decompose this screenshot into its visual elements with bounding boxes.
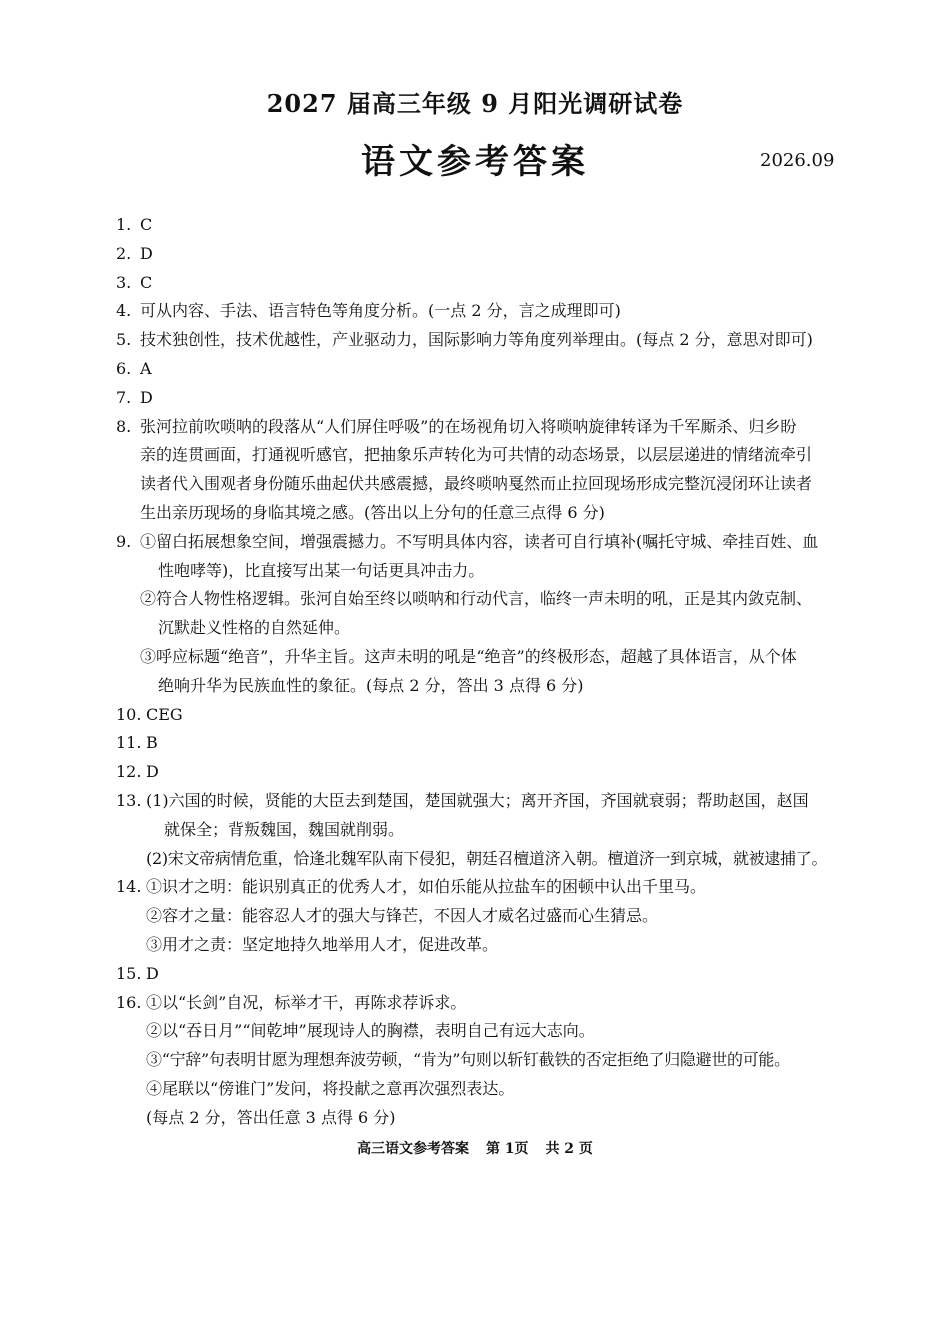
- answer-text: D: [146, 762, 159, 782]
- footer-page-total: 共 2 页: [545, 1141, 593, 1157]
- answer-point: ③“宁辞”句表明甘愿为理想奔波劳顿，“肯为”句则以斩钉截铁的否定拒绝了归隐避世的可能。: [146, 1050, 790, 1070]
- answer-2: [116, 240, 850, 269]
- answer-number: 8.: [116, 416, 132, 436]
- answer-1: [116, 211, 850, 240]
- answer-point-cont: 就保全；背叛魏国，魏国就削弱。: [164, 819, 405, 839]
- answer-number: 7.: [116, 387, 132, 407]
- answer-number: 1.: [116, 215, 132, 234]
- answer-point: (1)六国的时候，贤能的大臣去到楚国，楚国就强大；离开齐国，齐国就衰弱；帮助赵国，赵国: [146, 790, 809, 810]
- answer-point: ①识才之明：能识别真正的优秀人才，如伯乐能从拉盐车的困顿中认出千里马。: [146, 877, 707, 897]
- answer-text: C: [140, 272, 153, 292]
- answer-number: 10.: [116, 704, 142, 724]
- answer-3: [116, 269, 850, 298]
- answer-list: [116, 211, 850, 1133]
- answer-point: ①以“长剑”自况，标举才干，再陈求荐诉求。: [146, 992, 467, 1012]
- answer-point-cont: 性咆哮等)，比直接写出某一句话更具冲击力。: [158, 560, 485, 580]
- answer-13: [116, 787, 850, 873]
- answer-text: CEG: [146, 704, 183, 724]
- answer-number: 15.: [116, 963, 142, 983]
- answer-point: ①留白拓展想象空间，增强震撼力。不写明具体内容，读者可自行填补(嘱托守城、牵挂百姓、血: [140, 531, 819, 551]
- answer-number: 2.: [116, 243, 132, 263]
- answer-text: C: [140, 215, 153, 234]
- answer-7: [116, 384, 850, 413]
- answer-text: 可从内容、手法、语言特色等角度分析。(一点 2 分，言之成理即可): [140, 301, 621, 321]
- answer-number: 14.: [116, 877, 142, 897]
- answer-point: ④尾联以“傍谁门”发问，将投献之意再次强烈表达。: [146, 1078, 515, 1098]
- answer-point: ②容才之量：能容忍人才的强大与锋芒，不因人才威名过盛而心生猜忌。: [146, 906, 659, 926]
- answer-number: 4.: [116, 301, 132, 321]
- answer-10: [116, 701, 850, 730]
- answer-line: 生出亲历现场的身临其境之感。(答出以上分句的任意三点得 6 分): [140, 502, 605, 522]
- answer-line: 张河拉前吹唢呐的段落从“人们屏住呼吸”的在场视角切入将唢呐旋律转译为千军厮杀、归乡盼: [140, 416, 797, 436]
- answer-number: 9.: [116, 531, 132, 551]
- answer-point: (2)宋文帝病情危重，恰逢北魏军队南下侵犯，朝廷召檀道济入朝。檀道济一到京城，就被逮捕了。: [146, 848, 828, 868]
- answer-line: 读者代入围观者身份随乐曲起伏共感震撼，最终唢呐戛然而止拉回现场形成完整沉浸闭环让读者: [140, 474, 813, 494]
- answer-point: ③呼应标题“绝音”，升华主旨。这声未明的吼是“绝音”的终极形态，超越了具体语言，从个体: [140, 646, 797, 666]
- answer-11: [116, 729, 850, 758]
- answer-14: [116, 873, 850, 959]
- document-title: 语文参考答案: [361, 142, 589, 182]
- answer-number: 13.: [116, 790, 142, 810]
- page-footer: [0, 1138, 950, 1158]
- answer-text: A: [140, 358, 152, 378]
- answer-9: [116, 528, 850, 701]
- answer-16: [116, 989, 850, 1133]
- answer-point: ③用才之责：坚定地持久地举用人才，促进改革。: [146, 934, 499, 954]
- footer-page-number: 第 1页: [485, 1141, 529, 1157]
- answer-number: 12.: [116, 762, 142, 782]
- answer-15: [116, 960, 850, 989]
- exam-title: 2027 届高三年级 9 月阳光调研试卷: [266, 89, 684, 118]
- answer-4: [116, 297, 850, 326]
- answer-number: 6.: [116, 358, 132, 378]
- answer-line: 亲的连贯画面，打通视听感官，把抽象乐声转化为可共情的动态场景，以层层递进的情绪流牵引: [140, 445, 813, 465]
- answer-point-cont: 沉默赴义性格的自然延伸。: [158, 618, 351, 638]
- answer-12: [116, 758, 850, 787]
- answer-text: 技术独创性，技术优越性，产业驱动力，国际影响力等角度列举理由。(每点 2 分，意思对即可): [140, 330, 813, 350]
- answer-number: 11.: [116, 733, 142, 753]
- answer-number: 3.: [116, 272, 132, 292]
- document-date: 2026.09: [760, 150, 835, 171]
- answer-number: 5.: [116, 330, 132, 350]
- answer-text: D: [140, 387, 153, 407]
- answer-6: [116, 355, 850, 384]
- answer-number: 16.: [116, 992, 142, 1012]
- answer-text: B: [146, 733, 158, 753]
- answer-point: ②符合人物性格逻辑。张河自始至终以唢呐和行动代言，临终一声未明的吼，正是其内敛克制、: [140, 589, 813, 609]
- answer-point: ②以“吞日月”“间乾坤”展现诗人的胸襟，表明自己有远大志向。: [146, 1021, 595, 1041]
- footer-doc-name: 高三语文参考答案: [357, 1141, 470, 1157]
- answer-text: D: [146, 963, 159, 983]
- answer-5: [116, 326, 850, 355]
- scoring-note: (每点 2 分，答出任意 3 点得 6 分): [146, 1107, 396, 1127]
- answer-text: D: [140, 243, 153, 263]
- answer-8: [116, 413, 850, 528]
- answer-point-cont: 绝响升华为民族血性的象征。(每点 2 分，答出 3 点得 6 分): [158, 675, 584, 695]
